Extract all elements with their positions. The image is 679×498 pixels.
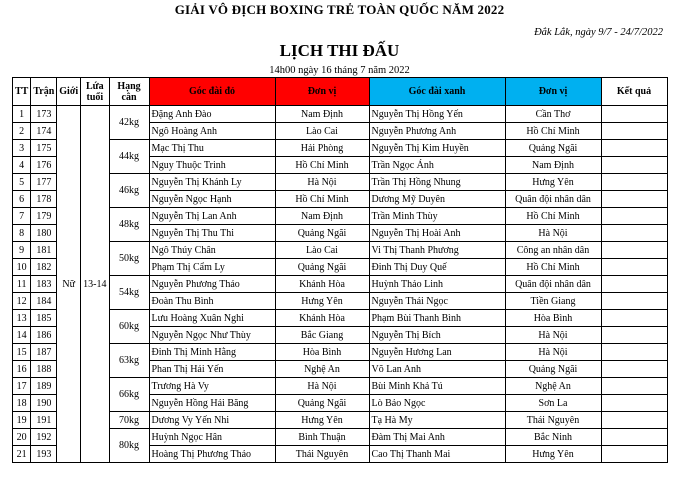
red-corner-unit: Lào Cai (275, 242, 369, 259)
blue-corner-unit: Nghệ An (505, 378, 601, 395)
col-lua-tuoi: Lứa tuổi (81, 78, 109, 106)
blue-corner-unit: Quảng Ngãi (505, 140, 601, 157)
blue-corner-athlete: Trần Thị Hồng Nhung (369, 174, 505, 191)
blue-corner-unit: Công an nhân dân (505, 242, 601, 259)
red-corner-unit: Thái Nguyên (275, 446, 369, 463)
red-corner-athlete: Nguyễn Thị Khánh Ly (149, 174, 275, 191)
row-tt: 21 (13, 446, 31, 463)
result-cell (601, 140, 667, 157)
table-row (13, 310, 668, 327)
row-tt: 13 (13, 310, 31, 327)
match-number: 180 (31, 225, 57, 242)
row-tt: 12 (13, 293, 31, 310)
row-tt: 4 (13, 157, 31, 174)
blue-corner-athlete: Trần Minh Thùy (369, 208, 505, 225)
red-corner-unit: Nghệ An (275, 361, 369, 378)
blue-corner-unit: Hòa Bình (505, 310, 601, 327)
col-result: Kết quả (601, 78, 667, 106)
red-corner-athlete: Phan Thị Hải Yến (149, 361, 275, 378)
gender-cell: Nữ (57, 106, 81, 463)
blue-corner-athlete: Trần Ngọc Ánh (369, 157, 505, 174)
document-title: GIẢI VÔ ĐỊCH BOXING TRẺ TOÀN QUỐC NĂM 2022 (174, 2, 505, 17)
red-corner-athlete: Phạm Thị Cẩm Ly (149, 259, 275, 276)
red-corner-unit: Quảng Ngãi (275, 225, 369, 242)
blue-corner-athlete: Tạ Hà My (369, 412, 505, 429)
match-number: 189 (31, 378, 57, 395)
table-row (13, 208, 668, 225)
red-corner-athlete: Dương Vy Yến Nhi (149, 412, 275, 429)
match-number: 173 (31, 106, 57, 123)
row-tt: 20 (13, 429, 31, 446)
weight-class: 44kg (109, 140, 149, 174)
blue-corner-athlete: Nguyễn Thái Ngọc (369, 293, 505, 310)
row-tt: 11 (13, 276, 31, 293)
blue-corner-unit: Tiền Giang (505, 293, 601, 310)
red-corner-unit: Lào Cai (275, 123, 369, 140)
result-cell (601, 378, 667, 395)
row-tt: 19 (13, 412, 31, 429)
col-gioi: Giới (57, 78, 81, 106)
match-number: 182 (31, 259, 57, 276)
result-cell (601, 157, 667, 174)
weight-class: 63kg (109, 344, 149, 378)
blue-corner-athlete: Cao Thị Thanh Mai (369, 446, 505, 463)
weight-class: 42kg (109, 106, 149, 140)
weight-class: 70kg (109, 412, 149, 429)
match-number: 174 (31, 123, 57, 140)
red-corner-unit: Nam Định (275, 106, 369, 123)
row-tt: 18 (13, 395, 31, 412)
blue-corner-unit: Hà Nội (505, 344, 601, 361)
blue-corner-unit: Hồ Chí Minh (505, 259, 601, 276)
red-corner-unit: Hòa Bình (275, 344, 369, 361)
table-row (13, 378, 668, 395)
red-corner-unit: Hồ Chí Minh (275, 157, 369, 174)
col-tran: Trận (31, 78, 57, 106)
blue-corner-unit: Hưng Yên (505, 446, 601, 463)
red-corner-athlete: Mạc Thị Thu (149, 140, 275, 157)
row-tt: 16 (13, 361, 31, 378)
row-tt: 8 (13, 225, 31, 242)
red-corner-unit: Bắc Giang (275, 327, 369, 344)
blue-corner-unit: Quân đội nhân dân (505, 276, 601, 293)
row-tt: 2 (13, 123, 31, 140)
red-corner-athlete: Ngô Thúy Chân (149, 242, 275, 259)
result-cell (601, 276, 667, 293)
blue-corner-athlete: Nguyễn Thị Kim Huyền (369, 140, 505, 157)
result-cell (601, 208, 667, 225)
red-corner-athlete: Nguyễn Ngọc Như Thùy (149, 327, 275, 344)
weight-class: 60kg (109, 310, 149, 344)
row-tt: 14 (13, 327, 31, 344)
red-corner-unit: Hồ Chí Minh (275, 191, 369, 208)
match-number: 185 (31, 310, 57, 327)
red-corner-athlete: Trương Hà Vy (149, 378, 275, 395)
red-corner-unit: Khánh Hòa (275, 276, 369, 293)
red-corner-athlete: Nguyễn Thị Thu Thi (149, 225, 275, 242)
red-corner-athlete: Nguyễn Ngọc Hạnh (149, 191, 275, 208)
col-tt: TT (13, 78, 31, 106)
blue-corner-athlete: Lò Bảo Ngọc (369, 395, 505, 412)
result-cell (601, 412, 667, 429)
red-corner-unit: Hải Phòng (275, 140, 369, 157)
red-corner-unit: Hưng Yên (275, 293, 369, 310)
blue-corner-unit: Cần Thơ (505, 106, 601, 123)
red-corner-unit: Hà Nội (275, 378, 369, 395)
weight-class: 54kg (109, 276, 149, 310)
red-corner-unit: Khánh Hòa (275, 310, 369, 327)
red-corner-athlete: Nguy Thuộc Trinh (149, 157, 275, 174)
red-corner-athlete: Đoàn Thu Bình (149, 293, 275, 310)
match-number: 187 (31, 344, 57, 361)
result-cell (601, 395, 667, 412)
result-cell (601, 344, 667, 361)
blue-corner-athlete: Võ Lan Anh (369, 361, 505, 378)
table-row (13, 174, 668, 191)
blue-corner-unit: Hà Nội (505, 327, 601, 344)
blue-corner-unit: Nam Định (505, 157, 601, 174)
schedule-heading: LỊCH THI ĐẤU (279, 41, 400, 60)
blue-corner-unit: Hồ Chí Minh (505, 208, 601, 225)
row-tt: 5 (13, 174, 31, 191)
weight-class: 80kg (109, 429, 149, 463)
blue-corner-unit: Bắc Ninh (505, 429, 601, 446)
table-row (13, 344, 668, 361)
schedule-body (13, 106, 668, 463)
col-blue-corner: Góc đài xanh (369, 78, 505, 106)
red-corner-athlete: Nguyễn Hồng Hải Băng (149, 395, 275, 412)
match-number: 183 (31, 276, 57, 293)
red-corner-athlete: Huỳnh Ngọc Hân (149, 429, 275, 446)
table-row (13, 140, 668, 157)
red-corner-unit: Hưng Yên (275, 412, 369, 429)
col-red-unit: Đơn vị (275, 78, 369, 106)
table-row (13, 412, 668, 429)
blue-corner-athlete: Nguyễn Thị Hoài Anh (369, 225, 505, 242)
blue-corner-unit: Sơn La (505, 395, 601, 412)
table-header-row (13, 78, 668, 106)
match-number: 179 (31, 208, 57, 225)
blue-corner-athlete: Đinh Thị Duy Quế (369, 259, 505, 276)
blue-corner-athlete: Bùi Minh Khả Tú (369, 378, 505, 395)
red-corner-athlete: Hoàng Thị Phương Thảo (149, 446, 275, 463)
schedule-time: 14h00 ngày 16 tháng 7 năm 2022 (269, 65, 410, 76)
red-corner-athlete: Đinh Thị Minh Hằng (149, 344, 275, 361)
match-number: 191 (31, 412, 57, 429)
red-corner-athlete: Nguyễn Thị Lan Anh (149, 208, 275, 225)
result-cell (601, 242, 667, 259)
blue-corner-unit: Quảng Ngãi (505, 361, 601, 378)
red-corner-athlete: Nguyễn Phương Thảo (149, 276, 275, 293)
blue-corner-athlete: Vi Thị Thanh Phương (369, 242, 505, 259)
table-row (13, 429, 668, 446)
blue-corner-athlete: Nguyễn Hương Lan (369, 344, 505, 361)
blue-corner-athlete: Nguyễn Phương Anh (369, 123, 505, 140)
row-tt: 15 (13, 344, 31, 361)
result-cell (601, 361, 667, 378)
blue-corner-athlete: Nguyễn Thị Bích (369, 327, 505, 344)
row-tt: 10 (13, 259, 31, 276)
red-corner-unit: Nam Định (275, 208, 369, 225)
result-cell (601, 293, 667, 310)
result-cell (601, 225, 667, 242)
match-number: 181 (31, 242, 57, 259)
weight-class: 46kg (109, 174, 149, 208)
table-row (13, 106, 668, 123)
weight-class: 66kg (109, 378, 149, 412)
blue-corner-unit: Thái Nguyên (505, 412, 601, 429)
red-corner-unit: Bình Thuận (275, 429, 369, 446)
result-cell (601, 106, 667, 123)
row-tt: 3 (13, 140, 31, 157)
match-number: 186 (31, 327, 57, 344)
blue-corner-unit: Hồ Chí Minh (505, 123, 601, 140)
blue-corner-unit: Quân đội nhân dân (505, 191, 601, 208)
blue-corner-athlete: Nguyễn Thị Hồng Yến (369, 106, 505, 123)
red-corner-unit: Quảng Ngãi (275, 259, 369, 276)
col-blue-unit: Đơn vị (505, 78, 601, 106)
result-cell (601, 174, 667, 191)
row-tt: 1 (13, 106, 31, 123)
red-corner-unit: Hà Nội (275, 174, 369, 191)
schedule-table (12, 77, 668, 463)
red-corner-athlete: Ngô Hoàng Anh (149, 123, 275, 140)
blue-corner-unit: Hà Nội (505, 225, 601, 242)
result-cell (601, 191, 667, 208)
red-corner-unit: Quảng Ngãi (275, 395, 369, 412)
row-tt: 7 (13, 208, 31, 225)
blue-corner-athlete: Dương Mỹ Duyên (369, 191, 505, 208)
match-number: 193 (31, 446, 57, 463)
col-hang-can: Hạng cân (109, 78, 149, 106)
table-row (13, 276, 668, 293)
result-cell (601, 327, 667, 344)
red-corner-athlete: Đặng Anh Đào (149, 106, 275, 123)
weight-class: 50kg (109, 242, 149, 276)
row-tt: 6 (13, 191, 31, 208)
match-number: 177 (31, 174, 57, 191)
match-number: 190 (31, 395, 57, 412)
match-number: 188 (31, 361, 57, 378)
result-cell (601, 446, 667, 463)
row-tt: 9 (13, 242, 31, 259)
blue-corner-athlete: Huỳnh Thảo Linh (369, 276, 505, 293)
match-number: 192 (31, 429, 57, 446)
result-cell (601, 429, 667, 446)
blue-corner-unit: Hưng Yên (505, 174, 601, 191)
match-number: 178 (31, 191, 57, 208)
table-row (13, 242, 668, 259)
red-corner-athlete: Lưu Hoàng Xuân Nghi (149, 310, 275, 327)
dateline: Đắk Lắk, ngày 9/7 - 24/7/2022 (534, 27, 663, 38)
result-cell (601, 310, 667, 327)
blue-corner-athlete: Phạm Bùi Thanh Bình (369, 310, 505, 327)
result-cell (601, 123, 667, 140)
match-number: 184 (31, 293, 57, 310)
row-tt: 17 (13, 378, 31, 395)
match-number: 175 (31, 140, 57, 157)
col-red-corner: Góc đài đỏ (149, 78, 275, 106)
weight-class: 48kg (109, 208, 149, 242)
match-number: 176 (31, 157, 57, 174)
blue-corner-athlete: Đàm Thị Mai Anh (369, 429, 505, 446)
result-cell (601, 259, 667, 276)
age-group-cell: 13-14 (81, 106, 109, 463)
